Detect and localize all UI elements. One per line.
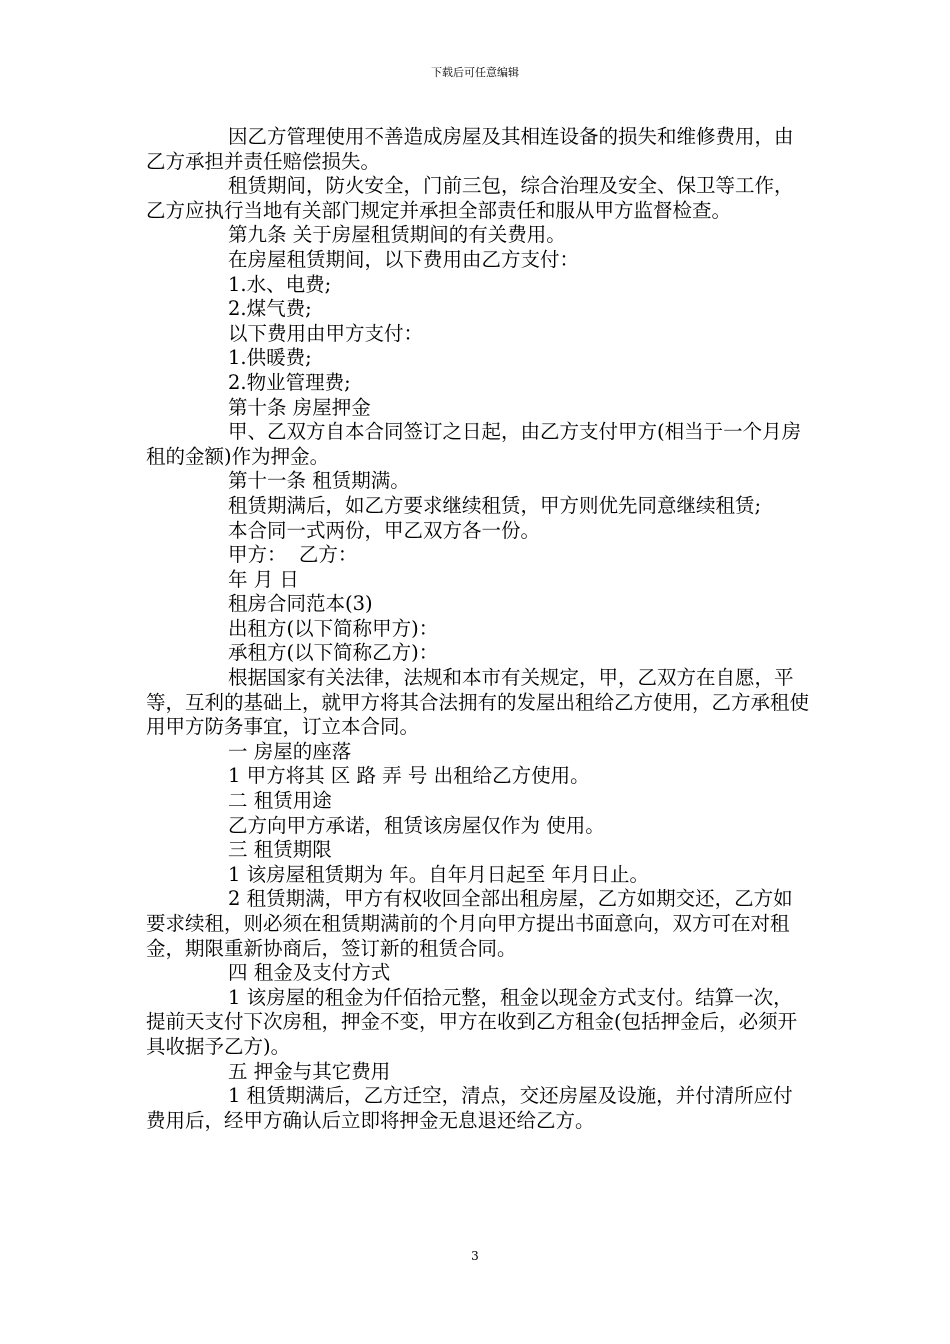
paragraph: 甲、乙双方自本合同签订之日起，由乙方支付甲方(相当于一个月房租的金额)作为押金。: [146, 420, 802, 468]
page-header: 下载后可任意编辑: [431, 66, 519, 79]
paragraph: 租赁期间，防火安全，门前三包，综合治理及安全、保卫等工作，乙方应执行当地有关部门规定并承担全部责任和服从甲方监督检查。: [146, 174, 794, 222]
paragraph: 年 月 日: [228, 567, 299, 591]
paragraph: 1 该房屋的租金为仟佰拾元整，租金以现金方式支付。结算一次，提前天支付下次房租，押金不变，甲方在收到乙方租金(包括押金后，必须开具收据予乙方)。: [146, 985, 798, 1058]
paragraph: 本合同一式两份，甲乙双方各一份。: [228, 518, 541, 542]
document-body: [146, 125, 810, 1133]
paragraph: 第十条 房屋押金: [228, 395, 371, 419]
paragraph: 三 租赁期限: [228, 838, 332, 862]
paragraph: 乙方向甲方承诺，租赁该房屋仅作为 使用。: [228, 813, 605, 837]
paragraph: 1 甲方将其 区 路 弄 号 出租给乙方使用。: [228, 764, 590, 788]
paragraph: 1.供暖费;: [228, 346, 312, 370]
paragraph: 1.水、电费;: [228, 272, 332, 296]
paragraph: 在房屋租赁期间，以下费用由乙方支付：: [228, 247, 580, 271]
paragraph: 二 租赁用途: [228, 789, 332, 813]
paragraph: 2.物业管理费;: [228, 370, 351, 394]
paragraph: 第十一条 租赁期满。: [228, 469, 410, 493]
paragraph: 2.煤气费;: [228, 297, 312, 321]
paragraph: 四 租金及支付方式: [228, 961, 391, 985]
paragraph: 因乙方管理使用不善造成房屋及其相连设备的损失和维修费用，由乙方承担并责任赔偿损失。: [146, 125, 794, 173]
paragraph: 一 房屋的座落: [228, 739, 352, 763]
paragraph: 甲方： 乙方：: [228, 543, 358, 567]
paragraph: 2 租赁期满，甲方有权收回全部出租房屋，乙方如期交还，乙方如要求续租，则必须在租赁期满前的个月向甲方提出书面意向，双方可在对租金，期限重新协商后，签订新的租赁合同。: [146, 887, 793, 960]
paragraph: 承租方(以下简称乙方)：: [228, 641, 439, 665]
paragraph: 根据国家有关法律，法规和本市有关规定，甲，乙双方在自愿，平等，互利的基础上，就甲方将其合法拥有的发屋出租给乙方使用，乙方承租使用甲方防务事宜，订立本合同。: [146, 666, 810, 739]
paragraph: 租赁期满后，如乙方要求继续租赁，甲方则优先同意继续租赁;: [228, 493, 762, 517]
paragraph: 出租方(以下简称甲方)：: [228, 616, 439, 640]
page-number: 3: [471, 1249, 479, 1263]
paragraph: 第九条 关于房屋租赁期间的有关费用。: [228, 223, 566, 247]
paragraph: 以下费用由甲方支付：: [228, 321, 424, 345]
paragraph: 1 该房屋租赁期为 年。自年月日起至 年月日止。: [228, 862, 650, 886]
paragraph: 租房合同范本(3): [228, 592, 373, 616]
paragraph: 五 押金与其它费用: [228, 1059, 391, 1083]
paragraph: 1 租赁期满后，乙方迁空，清点，交还房屋及设施，并付清所应付费用后，经甲方确认后立即将押金无息退还给乙方。: [146, 1084, 793, 1132]
